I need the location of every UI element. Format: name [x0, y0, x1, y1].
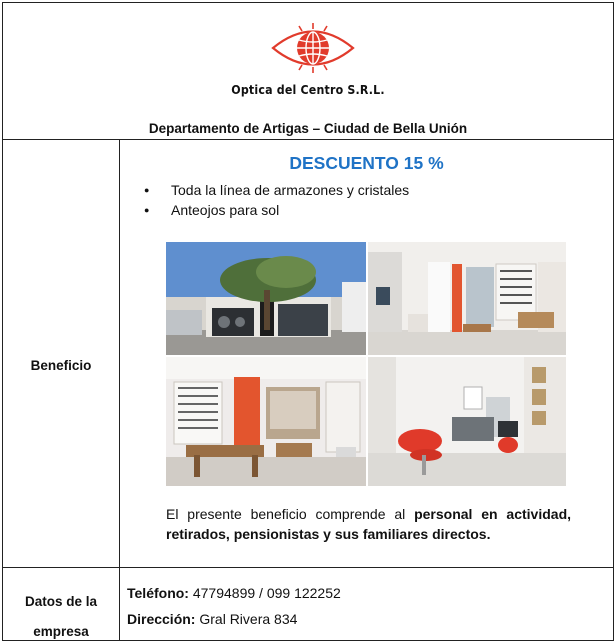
company-data-label-line2: empresa	[33, 624, 89, 639]
benefit-item: ● Toda la línea de armazones y cristales	[144, 180, 409, 200]
phone-label: Teléfono:	[127, 585, 189, 601]
benefit-label: Beneficio	[30, 358, 92, 373]
header-row	[3, 3, 613, 140]
benefit-row	[3, 140, 613, 568]
showroom-photo	[368, 242, 566, 355]
address-line	[127, 611, 297, 627]
phone-value: 47794899 / 099 122252	[192, 585, 341, 601]
exam-room-photo	[368, 357, 566, 486]
department-title: Departamento de Artigas – Ciudad de Bella Unión	[148, 121, 468, 136]
address-value: Gral Rivera 834	[199, 611, 298, 627]
eye-logo-icon	[271, 23, 355, 73]
phone-line	[127, 585, 341, 601]
company-data-label-line1: Datos de la	[24, 594, 98, 609]
description-intro: El presente beneficio comprende al	[166, 506, 406, 522]
discount-title: DESCUENTO 15 %	[289, 153, 444, 173]
benefit-item: ● Anteojos para sol	[144, 200, 409, 220]
storefront-photo	[166, 242, 366, 355]
column-divider	[119, 140, 120, 640]
benefit-sheet	[2, 2, 614, 641]
company-data-row	[3, 568, 613, 640]
benefit-description	[166, 504, 571, 544]
company-data-label	[3, 587, 119, 643]
eyewear-display-photo	[166, 357, 366, 486]
benefit-list	[144, 180, 409, 220]
company-name: Optica del Centro S.R.L.	[231, 83, 385, 97]
photo-collage	[166, 242, 566, 486]
address-label: Dirección:	[127, 611, 196, 627]
description-beneficiaries: personal en actividad, retirados, pensionistas y sus familiares directos.	[166, 506, 572, 542]
